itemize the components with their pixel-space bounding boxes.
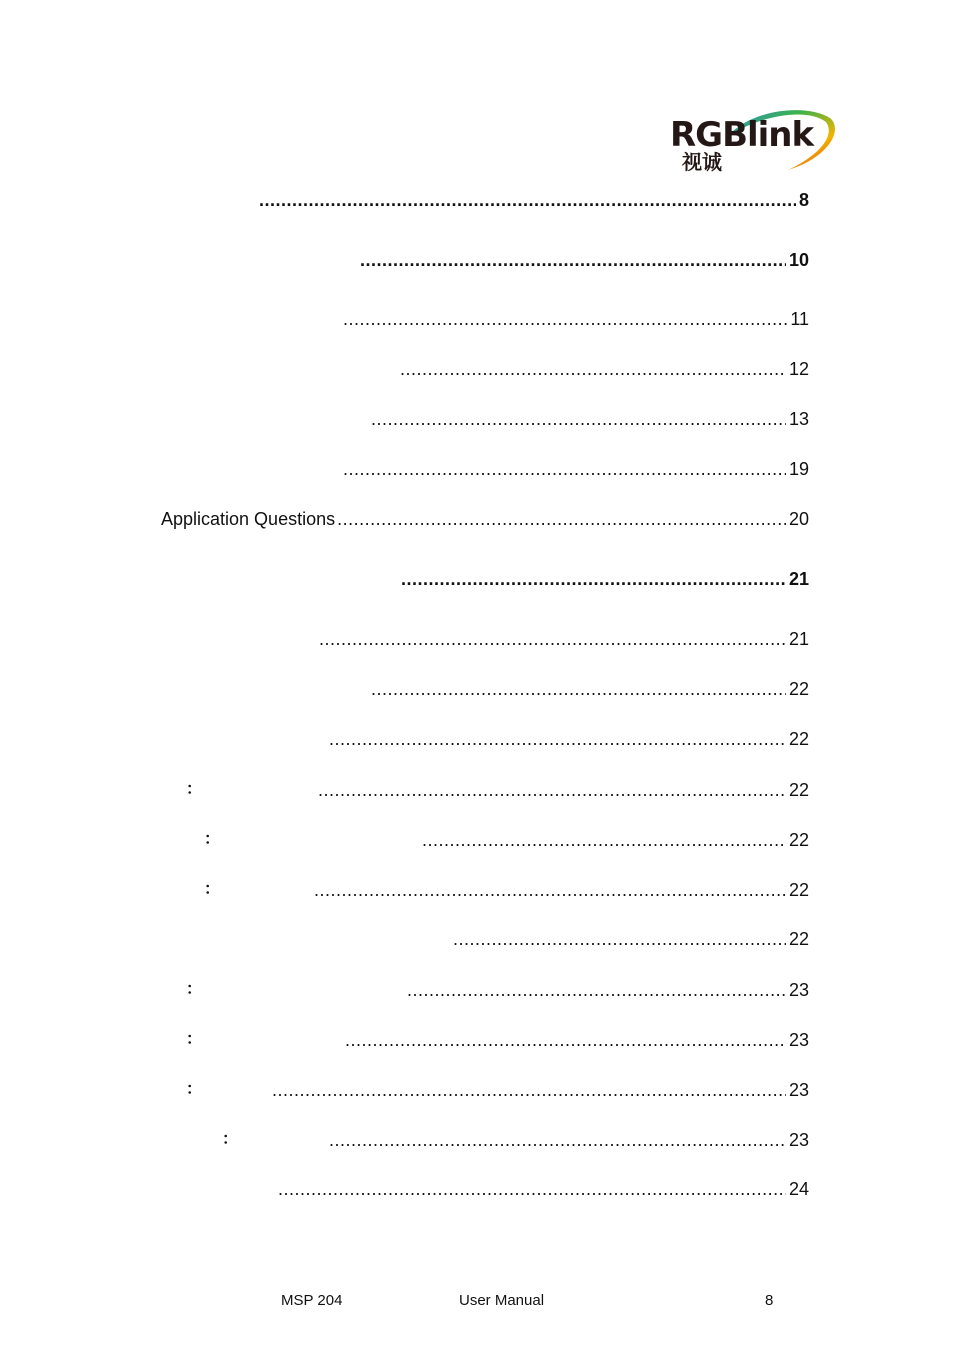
toc-dot-leader (345, 1029, 786, 1051)
toc-entry[interactable] (317, 628, 809, 650)
toc-entry-page: 12 (788, 359, 809, 379)
toc-entry[interactable] (399, 568, 809, 590)
toc-entry-page: 20 (788, 509, 809, 529)
toc-entry[interactable] (270, 1079, 809, 1101)
toc-entry[interactable] (276, 1178, 809, 1200)
toc-entry-page: 22 (788, 729, 809, 749)
toc-dot-leader (400, 358, 786, 380)
toc-dot-leader (259, 189, 796, 211)
toc-dot-leader (422, 829, 786, 851)
footer-model: MSP 204 (281, 1292, 343, 1309)
toc-entry[interactable] (341, 458, 809, 480)
toc-dot-leader (401, 568, 786, 590)
toc-entry[interactable] (341, 308, 809, 330)
toc-dot-leader (343, 458, 786, 480)
toc-entry-colon: ： (186, 981, 203, 998)
toc-dot-leader (337, 508, 786, 530)
toc-dot-leader (314, 879, 786, 901)
toc-entry-page: 23 (788, 1030, 809, 1050)
toc-entry-page: 23 (788, 1080, 809, 1100)
toc-entry-title: Application Questions (161, 509, 336, 529)
toc-entry[interactable] (257, 189, 809, 211)
toc-entry-page: 22 (788, 780, 809, 800)
toc-entry[interactable] (327, 1129, 809, 1151)
toc-entry-page: 24 (788, 1179, 809, 1199)
toc-dot-leader (278, 1178, 786, 1200)
toc-entry-page: 13 (788, 409, 809, 429)
toc-entry-colon: ： (186, 1081, 203, 1098)
toc-dot-leader (319, 628, 786, 650)
toc-entry[interactable] (327, 728, 809, 750)
rgblink-logo (668, 106, 838, 174)
toc-dot-leader (371, 678, 786, 700)
svg-text:视诚: 视诚 (682, 150, 722, 174)
toc-entry-page: 22 (788, 880, 809, 900)
toc-entry[interactable] (369, 408, 809, 430)
toc-entry-page: 11 (790, 309, 809, 329)
footer-doc-title: User Manual (459, 1292, 545, 1309)
toc-entry-page: 22 (788, 929, 809, 949)
toc-entry-page: 22 (788, 830, 809, 850)
toc-entry-page: 21 (788, 629, 809, 649)
toc-entry-page: 8 (798, 190, 809, 210)
toc-dot-leader (343, 308, 787, 330)
toc-entry[interactable] (343, 1029, 809, 1051)
toc-dot-leader (272, 1079, 786, 1101)
toc-dot-leader (407, 979, 786, 1001)
toc-dot-leader (360, 249, 786, 271)
toc-entry[interactable] (405, 979, 809, 1001)
toc-entry[interactable] (451, 928, 809, 950)
toc-entry-page: 22 (788, 679, 809, 699)
toc-dot-leader (318, 779, 786, 801)
toc-entry-page: 19 (788, 459, 809, 479)
toc-entry-page: 23 (788, 980, 809, 1000)
toc-entry[interactable] (369, 678, 809, 700)
toc-entry-colon: ： (204, 831, 221, 848)
toc-entry[interactable] (312, 879, 809, 901)
toc-dot-leader (329, 1129, 786, 1151)
toc-entry[interactable] (358, 249, 809, 271)
toc-entry-colon: ： (222, 1131, 239, 1148)
toc-entry-colon: ： (186, 1031, 203, 1048)
toc-entry-page: 23 (788, 1130, 809, 1150)
toc-dot-leader (329, 728, 786, 750)
toc-dot-leader (371, 408, 786, 430)
toc-entry[interactable] (316, 779, 809, 801)
toc-entry-page: 10 (788, 250, 809, 270)
toc-entry-page: 21 (788, 569, 809, 589)
toc-entry-colon: ： (186, 781, 203, 798)
toc-dot-leader (453, 928, 786, 950)
footer-page-number: 8 (765, 1292, 774, 1309)
toc-entry-colon: ： (204, 881, 221, 898)
toc-entry[interactable] (398, 358, 809, 380)
toc-entry[interactable] (420, 829, 809, 851)
toc-entry[interactable] (161, 508, 809, 530)
svg-text:RGBlink: RGBlink (670, 115, 814, 155)
